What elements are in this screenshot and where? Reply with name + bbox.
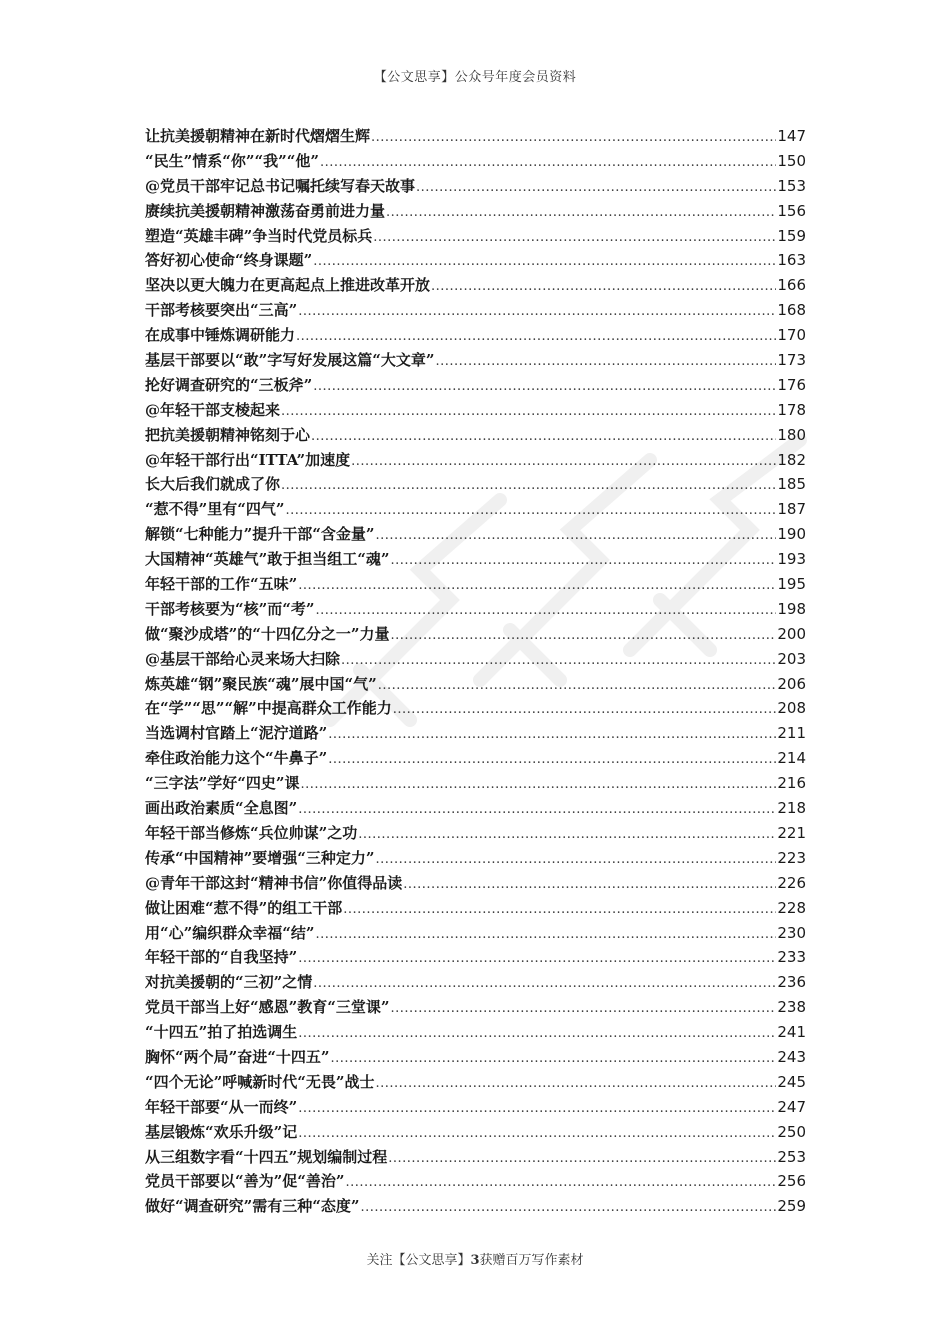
toc-entry[interactable] (145, 721, 806, 746)
toc-entry-page-number: 233 (777, 948, 806, 967)
toc-entry-title: 传承“中国精神”要增强“三种定力” (145, 848, 375, 867)
toc-entry-title: 干部考核要为“核”而“考” (145, 599, 315, 618)
toc-dot-leader (298, 1122, 776, 1147)
toc-entry[interactable] (145, 921, 806, 946)
toc-entry[interactable] (145, 696, 806, 721)
toc-entry[interactable] (145, 647, 806, 672)
toc-entry-title: 牵住政治能力这个“牛鼻子” (145, 749, 328, 768)
toc-entry-page-number: 238 (777, 998, 806, 1017)
toc-entry[interactable] (145, 1145, 806, 1170)
toc-dot-leader (343, 898, 776, 923)
toc-entry-title: 对抗美援朝的“三初”之情 (145, 973, 313, 992)
toc-entry[interactable] (145, 572, 806, 597)
toc-dot-leader (313, 375, 776, 400)
toc-entry[interactable] (145, 1169, 806, 1194)
toc-entry-page-number: 163 (777, 251, 806, 270)
toc-dot-leader (351, 450, 776, 475)
toc-entry-page-number: 176 (777, 375, 806, 394)
toc-dot-leader (281, 400, 776, 425)
toc-dot-leader (311, 425, 776, 450)
toc-entry-page-number: 185 (777, 475, 806, 494)
toc-dot-leader (301, 773, 777, 798)
toc-dot-leader (403, 873, 776, 898)
toc-entry[interactable] (145, 248, 806, 273)
toc-entry[interactable] (145, 622, 806, 647)
toc-entry-title: 塑造“英雄丰碑”争当时代党员标兵 (145, 226, 373, 245)
toc-entry-page-number: 253 (777, 1147, 806, 1166)
toc-entry[interactable] (145, 174, 806, 199)
toc-entry-title: 长大后我们就成了你 (145, 475, 281, 494)
toc-entry-title: 把抗美援朝精神铭刻于心 (145, 425, 311, 444)
toc-entry-page-number: 230 (777, 923, 806, 942)
toc-entry-title: 赓续抗美援朝精神激荡奋勇前进力量 (145, 201, 386, 220)
toc-entry[interactable] (145, 1194, 806, 1219)
toc-entry-page-number: 226 (777, 873, 806, 892)
toc-entry-title: 当选调村官踏上“泥泞道路” (145, 724, 328, 743)
toc-entry-title: @党员干部牢记总书记嘱托续写春天故事 (145, 176, 416, 195)
toc-entry-title: 炼英雄“钢”聚民族“魂”展中国“气” (145, 674, 377, 693)
toc-entry[interactable] (145, 597, 806, 622)
toc-entry-title: 大国精神“英雄气”敢于担当组工“魂” (145, 550, 390, 569)
toc-entry-title: “民生”情系“你”“我”“他” (145, 151, 320, 170)
toc-entry-page-number: 182 (777, 450, 806, 469)
toc-entry-page-number: 180 (777, 425, 806, 444)
toc-entry-title: 用“心”编织群众幸福“结” (145, 923, 315, 942)
toc-entry-page-number: 214 (777, 749, 806, 768)
toc-entry[interactable] (145, 1120, 806, 1145)
toc-entry[interactable] (145, 448, 806, 473)
toc-dot-leader (298, 300, 776, 325)
toc-entry-title: 党员干部要以“善为”促“善治” (145, 1172, 345, 1191)
toc-entry[interactable] (145, 199, 806, 224)
toc-entry-title: @基层干部给心灵来场大扫除 (145, 649, 341, 668)
page-number: 3 (470, 1253, 480, 1268)
toc-entry-page-number: 221 (777, 823, 806, 842)
toc-entry-page-number: 203 (777, 649, 806, 668)
toc-entry[interactable] (145, 846, 806, 871)
toc-dot-leader (298, 1022, 776, 1047)
toc-entry-title: “四个无论”呼喊新时代“无畏”战士 (145, 1072, 375, 1091)
footer-text-prefix: 关注【公文思享】 (366, 1253, 471, 1268)
toc-dot-leader (313, 972, 776, 997)
toc-dot-leader (296, 325, 776, 350)
toc-entry-page-number: 216 (777, 774, 806, 793)
toc-entry[interactable] (145, 547, 806, 572)
page-footer (0, 1249, 950, 1268)
toc-entry[interactable] (145, 522, 806, 547)
toc-entry-title: 年轻干部当修炼“兵位帅谋”之功 (145, 823, 358, 842)
toc-entry-page-number: 150 (777, 151, 806, 170)
toc-entry[interactable] (145, 871, 806, 896)
toc-entry[interactable] (145, 273, 806, 298)
toc-entry[interactable] (145, 1045, 806, 1070)
toc-entry-title: “三字法”学好“四史”课 (145, 774, 300, 793)
toc-dot-leader (378, 674, 777, 699)
toc-entry-page-number: 147 (777, 127, 806, 145)
toc-entry[interactable] (145, 821, 806, 846)
toc-dot-leader (313, 250, 776, 275)
toc-entry-page-number: 178 (777, 400, 806, 419)
toc-entry[interactable] (145, 423, 806, 448)
toc-dot-leader (391, 549, 777, 574)
toc-entry-page-number: 243 (777, 1047, 806, 1066)
toc-entry[interactable] (145, 970, 806, 995)
toc-dot-leader (320, 151, 776, 176)
toc-dot-leader (298, 947, 776, 972)
toc-entry[interactable] (145, 398, 806, 423)
toc-entry-page-number: 211 (777, 724, 806, 743)
toc-entry[interactable] (145, 1095, 806, 1120)
toc-entry-page-number: 195 (777, 575, 806, 594)
toc-entry-title: 让抗美援朝精神在新时代熠熠生辉 (145, 127, 371, 145)
toc-dot-leader (388, 1147, 776, 1172)
toc-entry[interactable] (145, 1020, 806, 1045)
toc-entry-page-number: 241 (777, 1023, 806, 1042)
toc-entry-title: @年轻干部行出“ITTA”加速度 (145, 450, 351, 469)
toc-entry[interactable] (145, 149, 806, 174)
toc-dot-leader (328, 723, 776, 748)
toc-entry-title: 年轻干部要“从一而终” (145, 1097, 298, 1116)
toc-entry-page-number: 156 (777, 201, 806, 220)
toc-entry[interactable] (145, 896, 806, 921)
toc-entry[interactable] (145, 1070, 806, 1095)
page-header: 【公文思享】公众号年度会员资料 (373, 70, 577, 85)
toc-entry-title: 做让困难“惹不得”的组工干部 (145, 898, 343, 917)
toc-dot-leader (373, 226, 776, 251)
toc-dot-leader (371, 126, 776, 151)
toc-entry[interactable] (145, 672, 806, 697)
toc-dot-leader (376, 1072, 777, 1097)
toc-entry-title: “十四五”拍了拍选调生 (145, 1023, 298, 1042)
toc-entry-page-number: 247 (777, 1097, 806, 1116)
toc-dot-leader (393, 698, 777, 723)
toc-entry-title: @青年干部这封“精神书信”你值得品读 (145, 873, 403, 892)
toc-dot-leader (316, 923, 777, 948)
toc-entry-title: “惹不得”里有“四气” (145, 500, 285, 519)
toc-entry-title: 胸怀“两个局”奋进“十四五” (145, 1047, 330, 1066)
toc-entry-title: 画出政治素质“全息图” (145, 799, 298, 818)
toc-dot-leader (376, 524, 777, 549)
toc-dot-leader (298, 574, 776, 599)
toc-entry-title: 年轻干部的“自我坚持” (145, 948, 298, 967)
toc-dot-leader (346, 1171, 777, 1196)
toc-entry[interactable] (145, 771, 806, 796)
toc-entry[interactable] (145, 945, 806, 970)
toc-dot-leader (361, 1196, 777, 1221)
toc-dot-leader (286, 499, 777, 524)
toc-entry-title: 抡好调查研究的“三板斧” (145, 375, 313, 394)
toc-entry[interactable] (145, 373, 806, 398)
toc-entry-page-number: 223 (777, 848, 806, 867)
toc-entry-page-number: 200 (777, 624, 806, 643)
toc-entry[interactable] (145, 124, 806, 149)
toc-entry[interactable] (145, 224, 806, 249)
toc-entry-title: 干部考核要突出“三高” (145, 301, 298, 320)
toc-entry-page-number: 198 (777, 599, 806, 618)
toc-entry-title: @年轻干部支棱起来 (145, 400, 281, 419)
toc-entry-title: 做好“调查研究”需有三种“态度” (145, 1197, 360, 1216)
toc-entry[interactable] (145, 348, 806, 373)
toc-entry-title: 答好初心使命“终身课题” (145, 251, 313, 270)
toc-entry-page-number: 193 (777, 550, 806, 569)
toc-entry-page-number: 259 (777, 1197, 806, 1216)
toc-entry[interactable] (145, 995, 806, 1020)
toc-entry-title: 解锁“七种能力”提升干部“含金量” (145, 525, 375, 544)
toc-entry-page-number: 250 (777, 1122, 806, 1141)
toc-dot-leader (376, 848, 777, 873)
toc-entry-page-number: 168 (777, 301, 806, 320)
toc-entry-title: 在“学”“思”“解”中提高群众工作能力 (145, 699, 392, 718)
toc-entry[interactable] (145, 298, 806, 323)
toc-entry-title: 基层干部要以“敢”字写好发展这篇“大文章” (145, 351, 435, 370)
toc-entry-page-number: 206 (777, 674, 806, 693)
toc-dot-leader (436, 350, 777, 375)
toc-entry-page-number: 166 (777, 276, 806, 295)
toc-entry-page-number: 208 (777, 699, 806, 718)
toc-entry-page-number: 170 (777, 326, 806, 345)
toc-dot-leader (298, 798, 776, 823)
toc-dot-leader (331, 1047, 777, 1072)
toc-dot-leader (391, 997, 777, 1022)
toc-entry-page-number: 218 (777, 799, 806, 818)
toc-entry[interactable] (145, 497, 806, 522)
toc-dot-leader (386, 201, 776, 226)
toc-entry-page-number: 153 (777, 176, 806, 195)
toc-entry[interactable] (145, 796, 806, 821)
toc-dot-leader (298, 1097, 776, 1122)
toc-dot-leader (431, 275, 776, 300)
toc-dot-leader (316, 599, 777, 624)
toc-entry-title: 坚决以更大魄力在更高起点上推进改革开放 (145, 276, 431, 295)
toc-entry-page-number: 256 (777, 1172, 806, 1191)
toc-dot-leader (281, 474, 776, 499)
toc-entry-page-number: 190 (777, 525, 806, 544)
toc-entry-page-number: 228 (777, 898, 806, 917)
toc-entry-page-number: 236 (777, 973, 806, 992)
toc-entry[interactable] (145, 472, 806, 497)
toc-entry-page-number: 187 (777, 500, 806, 519)
toc-entry[interactable] (145, 323, 806, 348)
table-of-contents (145, 124, 806, 1219)
toc-entry-page-number: 159 (777, 226, 806, 245)
toc-entry[interactable] (145, 746, 806, 771)
toc-dot-leader (416, 176, 776, 201)
toc-entry-title: 从三组数字看“十四五”规划编制过程 (145, 1147, 388, 1166)
footer-text-suffix: 获赠百万写作素材 (479, 1253, 584, 1268)
toc-entry-page-number: 173 (777, 351, 806, 370)
toc-dot-leader (341, 649, 776, 674)
toc-entry-title: 做“聚沙成塔”的“十四亿分之一”力量 (145, 624, 390, 643)
toc-dot-leader (328, 748, 776, 773)
toc-entry-title: 在成事中锤炼调研能力 (145, 326, 296, 345)
toc-entry-title: 党员干部当上好“感恩”教育“三堂课” (145, 998, 390, 1017)
toc-entry-title: 年轻干部的工作“五味” (145, 575, 298, 594)
toc-dot-leader (358, 823, 776, 848)
toc-entry-page-number: 245 (777, 1072, 806, 1091)
toc-dot-leader (391, 624, 777, 649)
toc-entry-title: 基层锻炼“欢乐升级”记 (145, 1122, 298, 1141)
